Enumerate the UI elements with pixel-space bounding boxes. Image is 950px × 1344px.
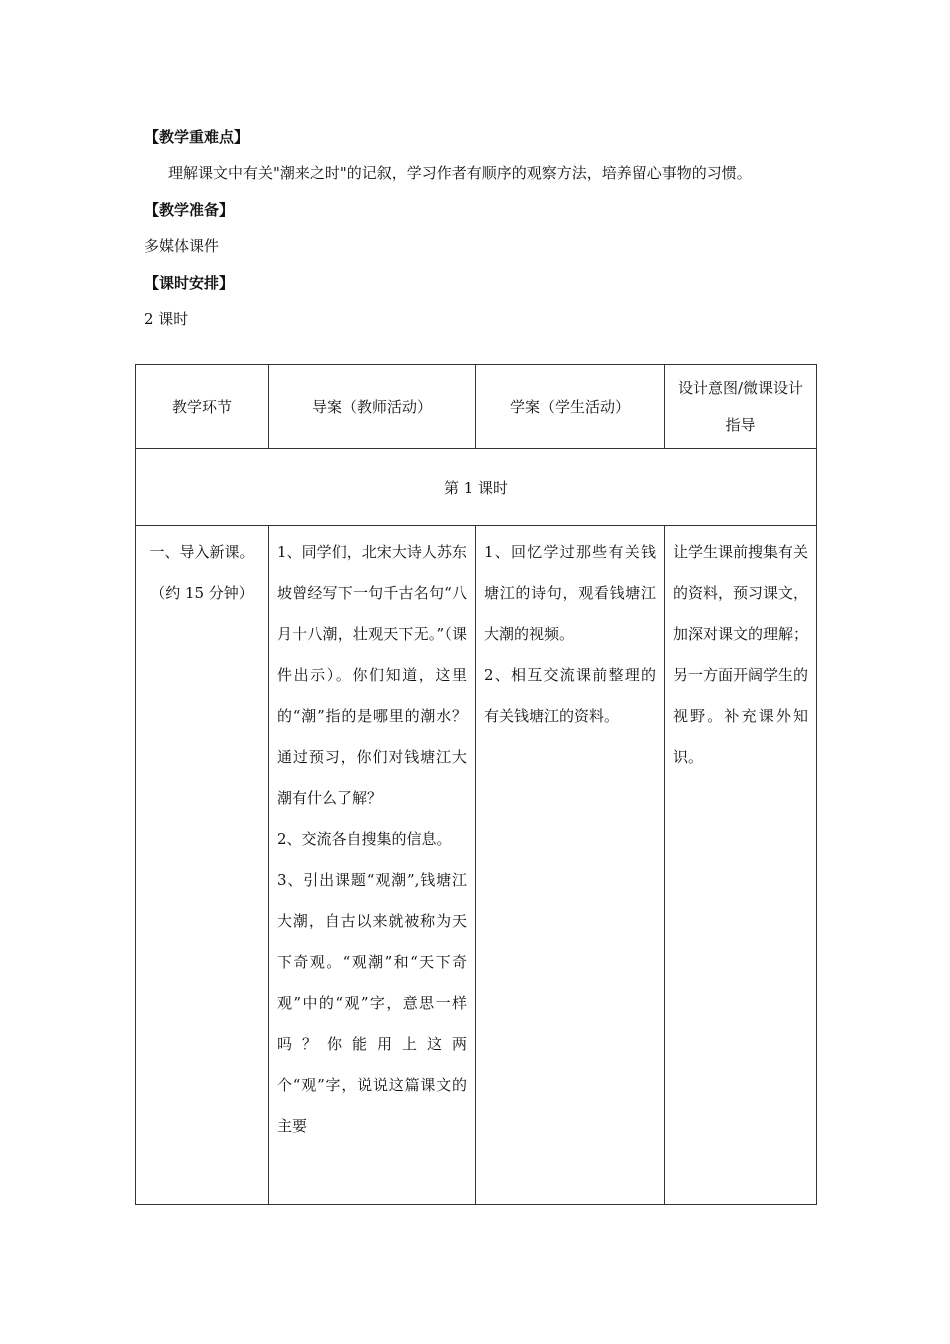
teacher-cell	[269, 526, 476, 1205]
student-cell	[476, 526, 665, 1205]
student-step-1: 1、回忆学过那些有关钱塘江的诗句，观看钱塘江大潮的视频。	[484, 543, 656, 643]
difficulty-text: 理解课文中有关"潮来之时"的记叙，学习作者有顺序的观察方法，培养留心事物的习惯。	[168, 164, 752, 182]
header-student: 学案（学生活动）	[476, 365, 665, 449]
header-stage: 教学环节	[136, 365, 269, 449]
header-design: 设计意图/微课设计指导	[665, 365, 817, 449]
teacher-step-3: 3、引出课题“观潮”,钱塘江大潮，自古以来就被称为天下奇观。“观潮”和“天下奇观”中的“观”字，意思一样吗？你能用上这两个“观”字，说说这篇课文的主要	[277, 871, 467, 1135]
period-row	[136, 449, 817, 526]
period-label: 第 1 课时	[136, 449, 817, 526]
section-heading-preparation: 【教学准备】	[144, 201, 235, 219]
preparation-text: 多媒体课件	[144, 237, 220, 255]
stage-text: 一、导入新课。（约 15 分钟）	[149, 543, 255, 602]
header-teacher: 导案（教师活动）	[269, 365, 476, 449]
design-cell	[665, 526, 817, 1205]
teacher-step-2: 2、交流各自搜集的信息。	[277, 830, 452, 848]
stage-cell	[136, 526, 269, 1205]
schedule-text: 2 课时	[144, 310, 189, 328]
section-heading-schedule: 【课时安排】	[144, 274, 235, 292]
section-heading-difficulty: 【教学重难点】	[144, 128, 250, 146]
teacher-step-1: 1、同学们，北宋大诗人苏东坡曾经写下一句千古名句“八月十八潮，壮观天下无。”（课件出示）。你们知道，这里的“潮”指的是哪里的潮水？通过预习，你们对钱塘江大潮有什么了解？	[277, 543, 467, 807]
table-header-row	[136, 365, 817, 449]
lesson-plan-table	[135, 364, 817, 1205]
table-row	[136, 526, 817, 1205]
student-step-2: 2、相互交流课前整理的有关钱塘江的资料。	[484, 666, 656, 725]
design-text: 让学生课前搜集有关的资料，预习课文，加深对课文的理解；另一方面开阔学生的视野。补充课外知识。	[673, 543, 809, 766]
